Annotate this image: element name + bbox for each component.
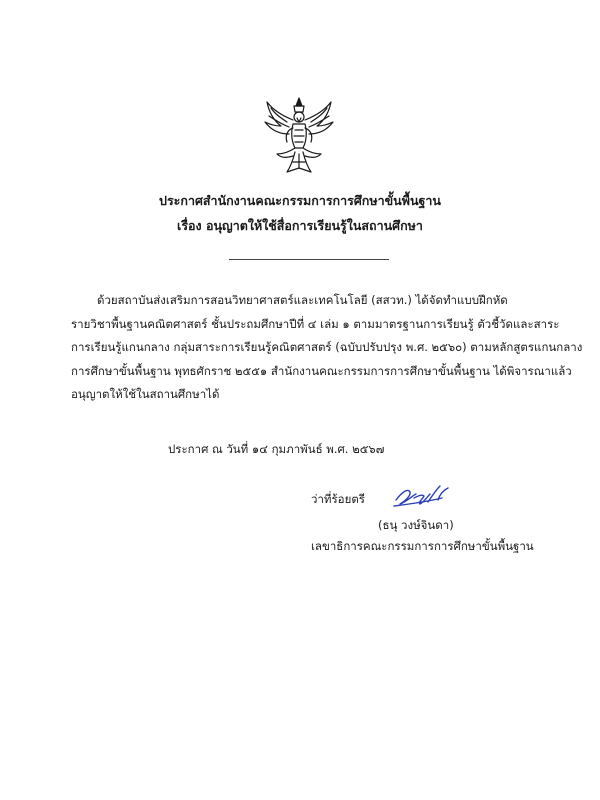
title-divider <box>229 259 389 260</box>
body-line: อนุญาตให้ใช้ในสถานศึกษาได้ <box>71 387 220 401</box>
garuda-emblem-icon <box>259 96 339 176</box>
signatory-position: เลขาธิการคณะกรรมการการศึกษาขั้นพื้นฐาน <box>311 539 534 553</box>
body-line: การศึกษาขั้นพื้นฐาน พุทธศักราช ๒๕๕๑ สำนักงานคณะกรรมการการศึกษาขั้นพื้นฐาน ได้พิจารณาแล้ว <box>71 363 572 378</box>
announcement-date: ประกาศ ณ วันที่ ๑๔ กุมภาพันธ์ พ.ศ. ๒๕๖๗ <box>168 442 385 456</box>
body-line: รายวิชาพื้นฐานคณิตศาสตร์ ชั้นประถมศึกษาปีที่ ๔ เล่ม ๑ ตามมาตรฐานการเรียนรู้ ตัวชี้วัดและสาระ <box>71 316 560 331</box>
body-line: ด้วยสถาบันส่งเสริมการสอนวิทยาศาสตร์และเทคโนโลยี (สสวท.) ได้จัดทำแบบฝึกหัด <box>97 293 508 307</box>
body-line: การเรียนรู้แกนกลาง กลุ่มสาระการเรียนรู้คณิตศาสตร์ (ฉบับปรับปรุง พ.ศ. ๒๕๖๐) ตามหลักสูตรแกนกลาง <box>71 340 583 354</box>
announcement-title: ประกาศสำนักงานคณะกรรมการการศึกษาขั้นพื้นฐาน <box>159 193 441 208</box>
signatory-rank: ว่าที่ร้อยตรี <box>311 492 365 506</box>
signatory-name: (ธนุ วงษ์จินดา) <box>378 518 454 532</box>
body-paragraph <box>71 289 583 407</box>
handwritten-signature-icon <box>392 482 454 512</box>
announcement-subject: เรื่อง อนุญาตให้ใช้สื่อการเรียนรู้ในสถานศึกษา <box>177 218 423 233</box>
